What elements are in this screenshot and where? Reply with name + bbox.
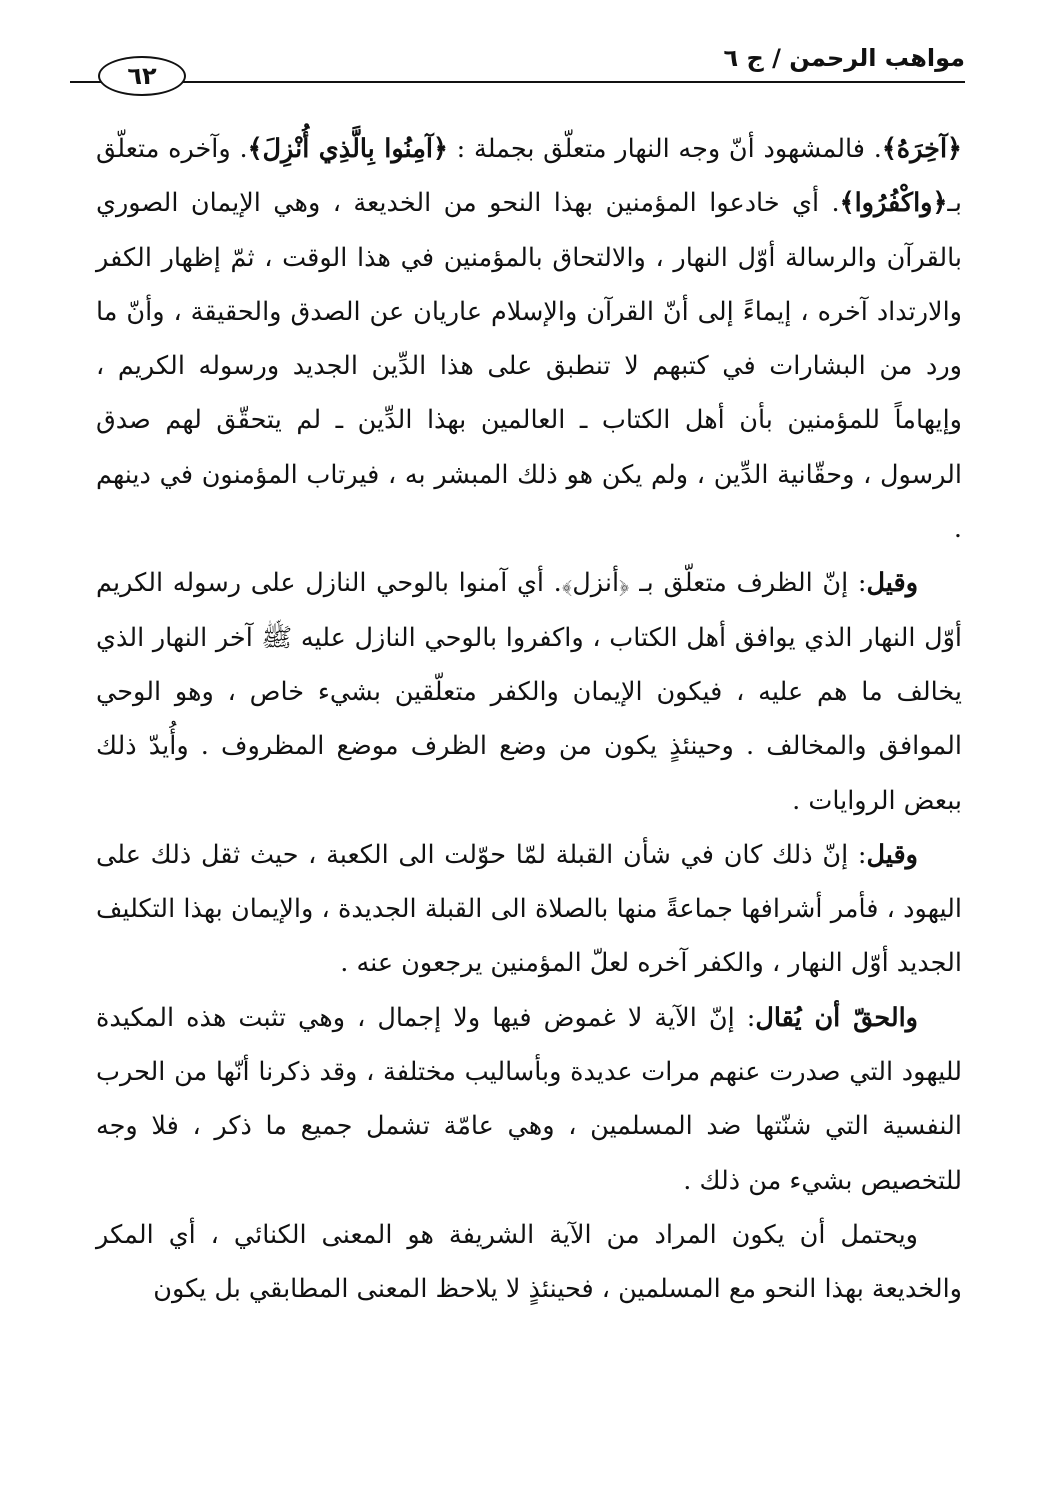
text-run: . أي خادعوا المؤمنين بهذا النحو من الخديعة ، وهي الإيمان الصوري بالقرآن والرسالة أوّل النهار ، والالتحاق بالمؤمنين في هذا الوقت ، ثمّ إظهار الكفر والارتداد آخره ، إيماءً إلى أنّ القرآن والإسلام عاريان عن الصدق والحقيقة ، وأنّ ما ورد من البشارات في كتبهم لا تنطبق على هذا الدِّين الجديد ورسوله الكريم ، وإيهاماً للمؤمنين بأن أهل الكتاب ـ العالمين بهذا الدِّين ـ لم يتحقّق لهم صدق الرسول ، وحقّانية الدِّين ، ولم يكن هو ذلك المبشر به ، فيرتاب المؤمنون في دينهم . — [96, 188, 963, 545]
term-heading: وقيل — [866, 568, 919, 599]
paragraph-3 — [96, 828, 962, 991]
paragraph-1 — [96, 122, 962, 556]
quran-quote: ﴿آمِنُوا بِالَّذِي أُنْزِلَ﴾ — [247, 134, 448, 164]
quran-quote: ﴿آخِرَهُ﴾ — [881, 134, 962, 164]
text-run: . وآخره متعلّق بـ — [96, 134, 962, 219]
paragraph-4 — [96, 991, 962, 1208]
text-run: : إنّ الظرف متعلّق بـ — [629, 568, 867, 599]
quran-quote: ﴿أنزل﴾ — [561, 568, 630, 599]
text-run: : إنّ ذلك كان في شأن القبلة لمّا حوّلت الى الكعبة ، حيث ثقل ذلك على اليهود ، فأمر أشرافها جماعةً منها بالصلاة الى القبلة الجديدة ، والإيمان بهذا التكليف الجديد أوّل النهار ، والكفر آخره لعلّ المؤمنين يرجعون عنه . — [96, 839, 962, 979]
header-rule — [70, 81, 965, 83]
term-heading: وقيل — [866, 839, 918, 870]
text-run: : إنّ الآية لا غموض فيها ولا إجمال ، وهي تثبت هذه المكيدة لليهود التي صدرت عنهم مرات عديدة وبأساليب مختلفة ، وقد ذكرنا أنّها من الحرب النفسية التي شنّتها ضد المسلمين ، وهي عامّة تشمل جميع ما ذكر ، فلا وجه للتخصيص بشيء من ذلك . — [96, 1002, 962, 1196]
quran-quote: ﴿واكْفُرُوا﴾ — [839, 188, 948, 219]
text-run: . أي آمنوا بالوحي النازل على رسوله الكريم أوّل النهار الذي يوافق أهل الكتاب ، واكفروا بالوحي النازل عليه ﷺ آخر النهار الذي يخالف ما هم عليه ، فيكون الإيمان والكفر متعلّقين بشيء خاص ، وهو الوحي الموافق والمخالف . وحينئذٍ يكون من وضع الظرف موضع المظروف . وأُيدّ ذلك ببعض الروايات . — [96, 568, 962, 816]
term-heading: والحقّ أن يُقال — [755, 1002, 918, 1033]
page-number: ٦٢ — [98, 56, 186, 96]
paragraph-5 — [96, 1208, 962, 1317]
text-run: ويحتمل أن يكون المراد من الآية الشريفة هو المعنى الكنائي ، أي المكر والخديعة بهذا النحو مع المسلمين ، فحينئذٍ لا يلاحظ المعنى المطابقي بل يكون — [96, 1219, 962, 1305]
page-body — [96, 122, 962, 1317]
page-header — [70, 38, 965, 98]
book-title: مواهب الرحمن / ج ٦ — [723, 44, 965, 72]
text-run: . فالمشهود أنّ وجه النهار متعلّق بجملة : — [447, 134, 882, 164]
paragraph-2 — [96, 556, 962, 827]
